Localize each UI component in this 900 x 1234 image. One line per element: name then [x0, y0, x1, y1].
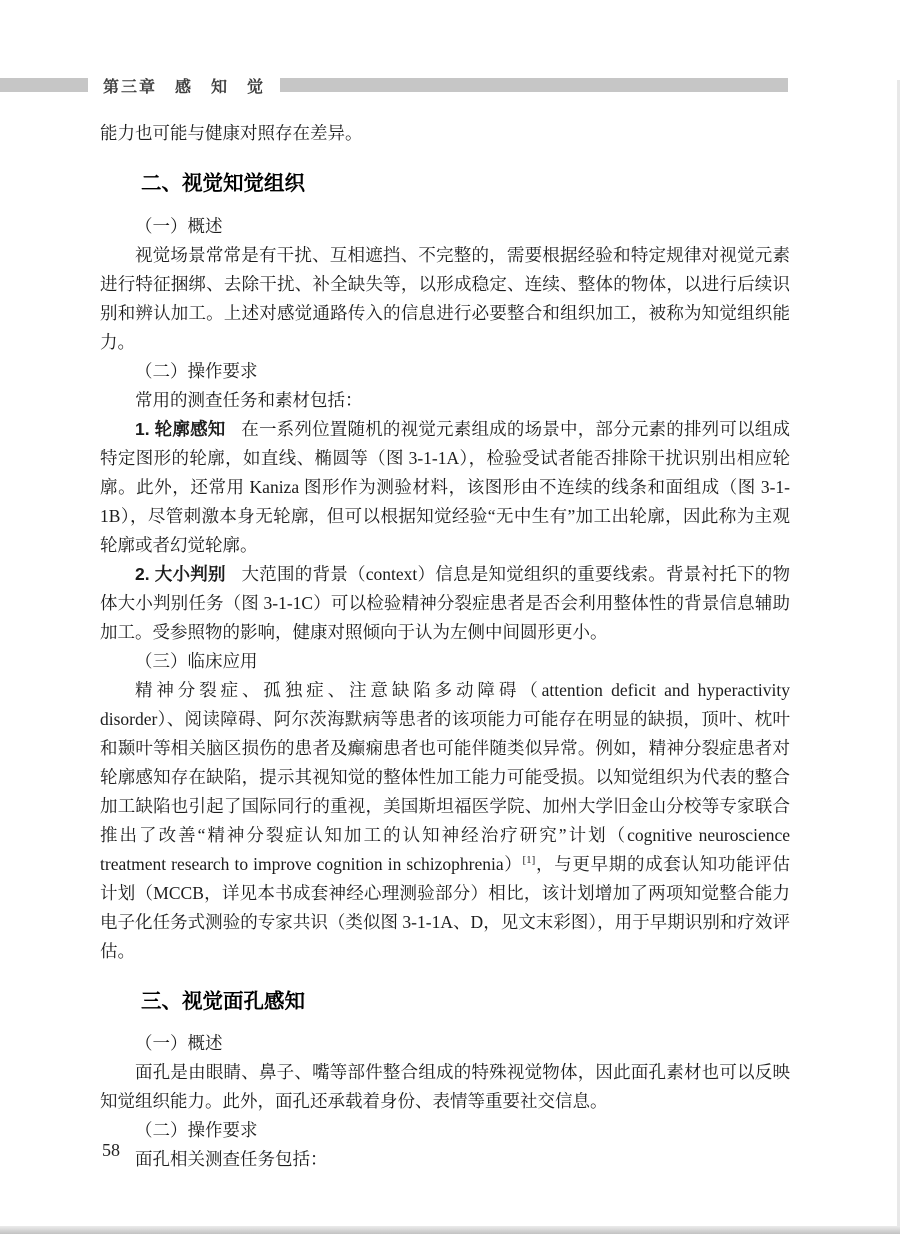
header-bar-right	[280, 78, 788, 92]
item-text: 在一系列位置随机的视觉元素组成的场景中，部分元素的排列可以组成特定图形的轮廓，如直线、椭圆等（图 3-1-1A），检验受试者能否排除干扰识别出相应轮廓。此外，还常用 Kaniza 图形作为测验材料，该图形由不连续的线条和面组成（图 3-1-1B），尽管刺激本身无轮廓，但可以根据知觉经验“无中生有”加工出轮廓，因此称为主观轮廓或者幻觉轮廓。	[100, 418, 790, 555]
item-text: 大范围的背景（context）信息是知觉组织的重要线索。背景衬托下的物体大小判别任务（图 3-1-1C）可以检验精神分裂症患者是否会利用整体性的背景信息辅助加工。受参照物的影响，健康对照倾向于认为左侧中间圆形更小。	[100, 563, 790, 642]
header-bar-left	[0, 78, 88, 92]
section-heading-visual-organization: 二、视觉知觉组织	[141, 172, 305, 195]
clinical-text-before-ref: 精神分裂症、孤独症、注意缺陷多动障碍（attention deficit and hyperactivity disorder）、阅读障碍、阿尔茨海默病等患者的该项能力可能存在明显的缺损，顶叶、枕叶和颞叶等相关脑区损伤的患者及癫痫患者也可能伴随类似异常。例如，精神分裂症患者对轮廓感知存在缺陷，提示其视知觉的整体性加工能力可能受损。以知觉组织为代表的整合加工缺陷也引起了国际同行的重视，美国斯坦福医学院、加州大学旧金山分校等专家联合推出了改善“精神分裂症认知加工的认知神经治疗研究”计划（cognitive neuroscience treatment research to improve cognition in schizophrenia）	[100, 679, 790, 874]
item-lead: 2. 大小判别	[135, 563, 226, 584]
page-content	[100, 119, 790, 1174]
subheading-operation-requirements-2: （二）操作要求	[135, 1120, 258, 1141]
item-lead: 1. 轮廓感知	[135, 418, 226, 439]
reference-marker: [1]	[522, 853, 536, 866]
section-heading-face-perception: 三、视觉面孔感知	[141, 989, 305, 1013]
face-overview-paragraph: 面孔是由眼睛、鼻子、嘴等部件整合组成的特殊视觉物体，因此面孔素材也可以反映知觉组织能力。此外，面孔还承载着身份、表情等重要社交信息。	[100, 1062, 790, 1112]
face-tasks-intro-paragraph: 面孔相关测查任务包括：	[135, 1149, 328, 1170]
tasks-intro-paragraph: 常用的测查任务和素材包括：	[135, 389, 363, 410]
numbered-item-contour-perception	[100, 415, 790, 560]
chapter-title: 第三章 感 知 觉	[103, 78, 266, 96]
subheading-overview-2: （一）概述	[135, 1033, 223, 1054]
clinical-application-paragraph	[100, 676, 790, 966]
numbered-item-size-judgment	[100, 560, 790, 647]
page-number: 58	[102, 1140, 120, 1160]
subheading-overview: （一）概述	[135, 215, 223, 236]
subheading-clinical-application: （三）临床应用	[135, 650, 258, 671]
continuation-paragraph: 能力也可能与健康对照存在差异。	[100, 123, 363, 143]
scan-edge-bottom	[0, 1226, 900, 1234]
clinical-text-after-ref: ，与更早期的成套认知功能评估计划（MCCB，详见本书成套神经心理测验部分）相比，该计划增加了两项知觉整合能力电子化任务式测验的专家共识（类似图 3-1-1A、D，见文末彩图），用于早期识别和疗效评估。	[100, 853, 790, 961]
subheading-operation-requirements: （二）操作要求	[135, 360, 258, 381]
chapter-header	[0, 76, 788, 94]
overview-paragraph: 视觉场景常常是有干扰、互相遮挡、不完整的，需要根据经验和特定规律对视觉元素进行特征捆绑、去除干扰、补全缺失等，以形成稳定、连续、整体的物体，以进行后续识别和辨认加工。上述对感觉通路传入的信息进行必要整合和组织加工，被称为知觉组织能力。	[100, 244, 790, 352]
